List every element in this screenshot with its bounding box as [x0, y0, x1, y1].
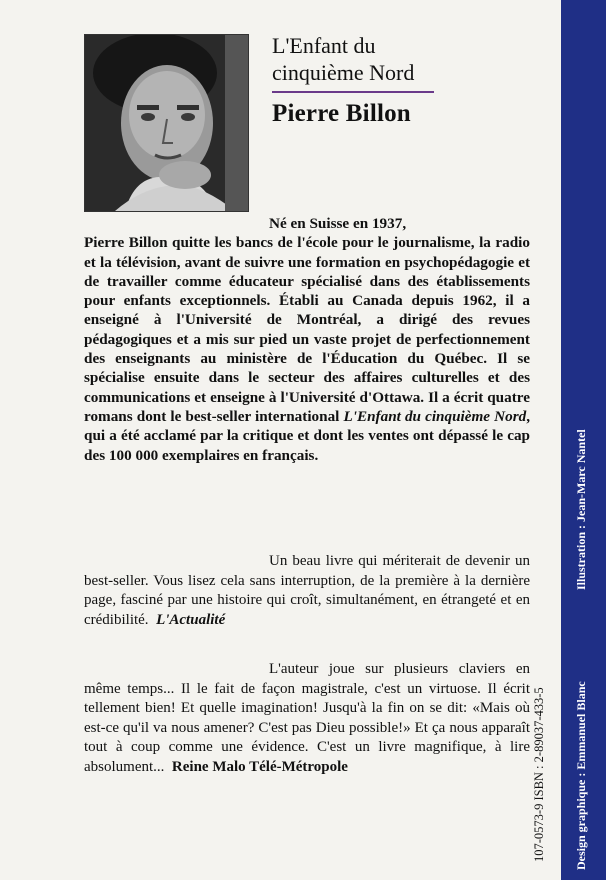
bio-lead: Né en Suisse en 1937, — [269, 215, 407, 232]
isbn-code: 107-0573-9 ISBN : 2-89037-433-5 — [532, 687, 546, 862]
author-name: Pierre Billon — [272, 100, 411, 127]
quote1-source: L'Actualité — [156, 611, 226, 628]
quote1-text: Un beau livre qui mériterait de devenir un best-seller. Vous lisez cela sans interruption, de la première à la dernière page, fasciné par une histoire qui croît, simultanément, en étrangeté et en crédibilité. — [84, 553, 530, 628]
press-quote-actualite — [84, 552, 530, 630]
author-biography — [84, 214, 530, 465]
book-title-line1: L'Enfant du — [272, 33, 376, 58]
book-title — [272, 32, 442, 86]
bio-book-reference: L'Enfant du cinquième Nord — [343, 407, 527, 425]
press-quote-tele-metropole — [84, 660, 530, 777]
illustration-credit: Illustration : Jean-Marc Nantel — [574, 429, 588, 590]
author-portrait-image — [85, 35, 248, 211]
quote2-source: Reine Malo Télé-Métropole — [171, 758, 348, 775]
quote2-text: L'auteur joue sur plusieurs claviers en même temps... Il le fait de façon magistrale, c'est un virtuose. Il écrit tellement bien! Et quelle imagination! Jusqu'à la fin on se dit: «Mais où est-ce qu'il va nous amener? C'est pas Dieu possible!» Et ça nous apparaît tout à coup comme une évidence. C'est un livre magnifique, à lire absolument... — [84, 661, 530, 775]
book-title-line2: cinquième Nord — [272, 60, 415, 85]
title-divider — [272, 91, 434, 93]
author-photo — [84, 34, 249, 212]
bio-body-part1: Pierre Billon quitte les bancs de l'école pour le journalisme, la radio et la télévision, avant de suivre une formation en psychopédagogie et de travailler comme éducateur spécialisé dans des établissements pour enfants exceptionnels. Établi au Canada depuis 1962, il a enseigné à l'Université de Montréal, a dirigé des revues pédagogiques et a mis sur pied un vaste projet de perfectionnement des enseignants au ministère de l'Éducation du Québec. Il se spécialise ensuite dans le secteur des affaires culturelles et des communications et enseigne à l'Université d'Ottawa. Il a écrit quatre romans dont le best-seller international — [84, 234, 530, 425]
bio-body-part2: , qui a été acclamé par la critique et dont les ventes ont dépassé le cap des 100 000 exemplaires en français. — [84, 407, 530, 464]
design-credit: Design graphique : Emmanuel Blanc — [574, 681, 588, 870]
